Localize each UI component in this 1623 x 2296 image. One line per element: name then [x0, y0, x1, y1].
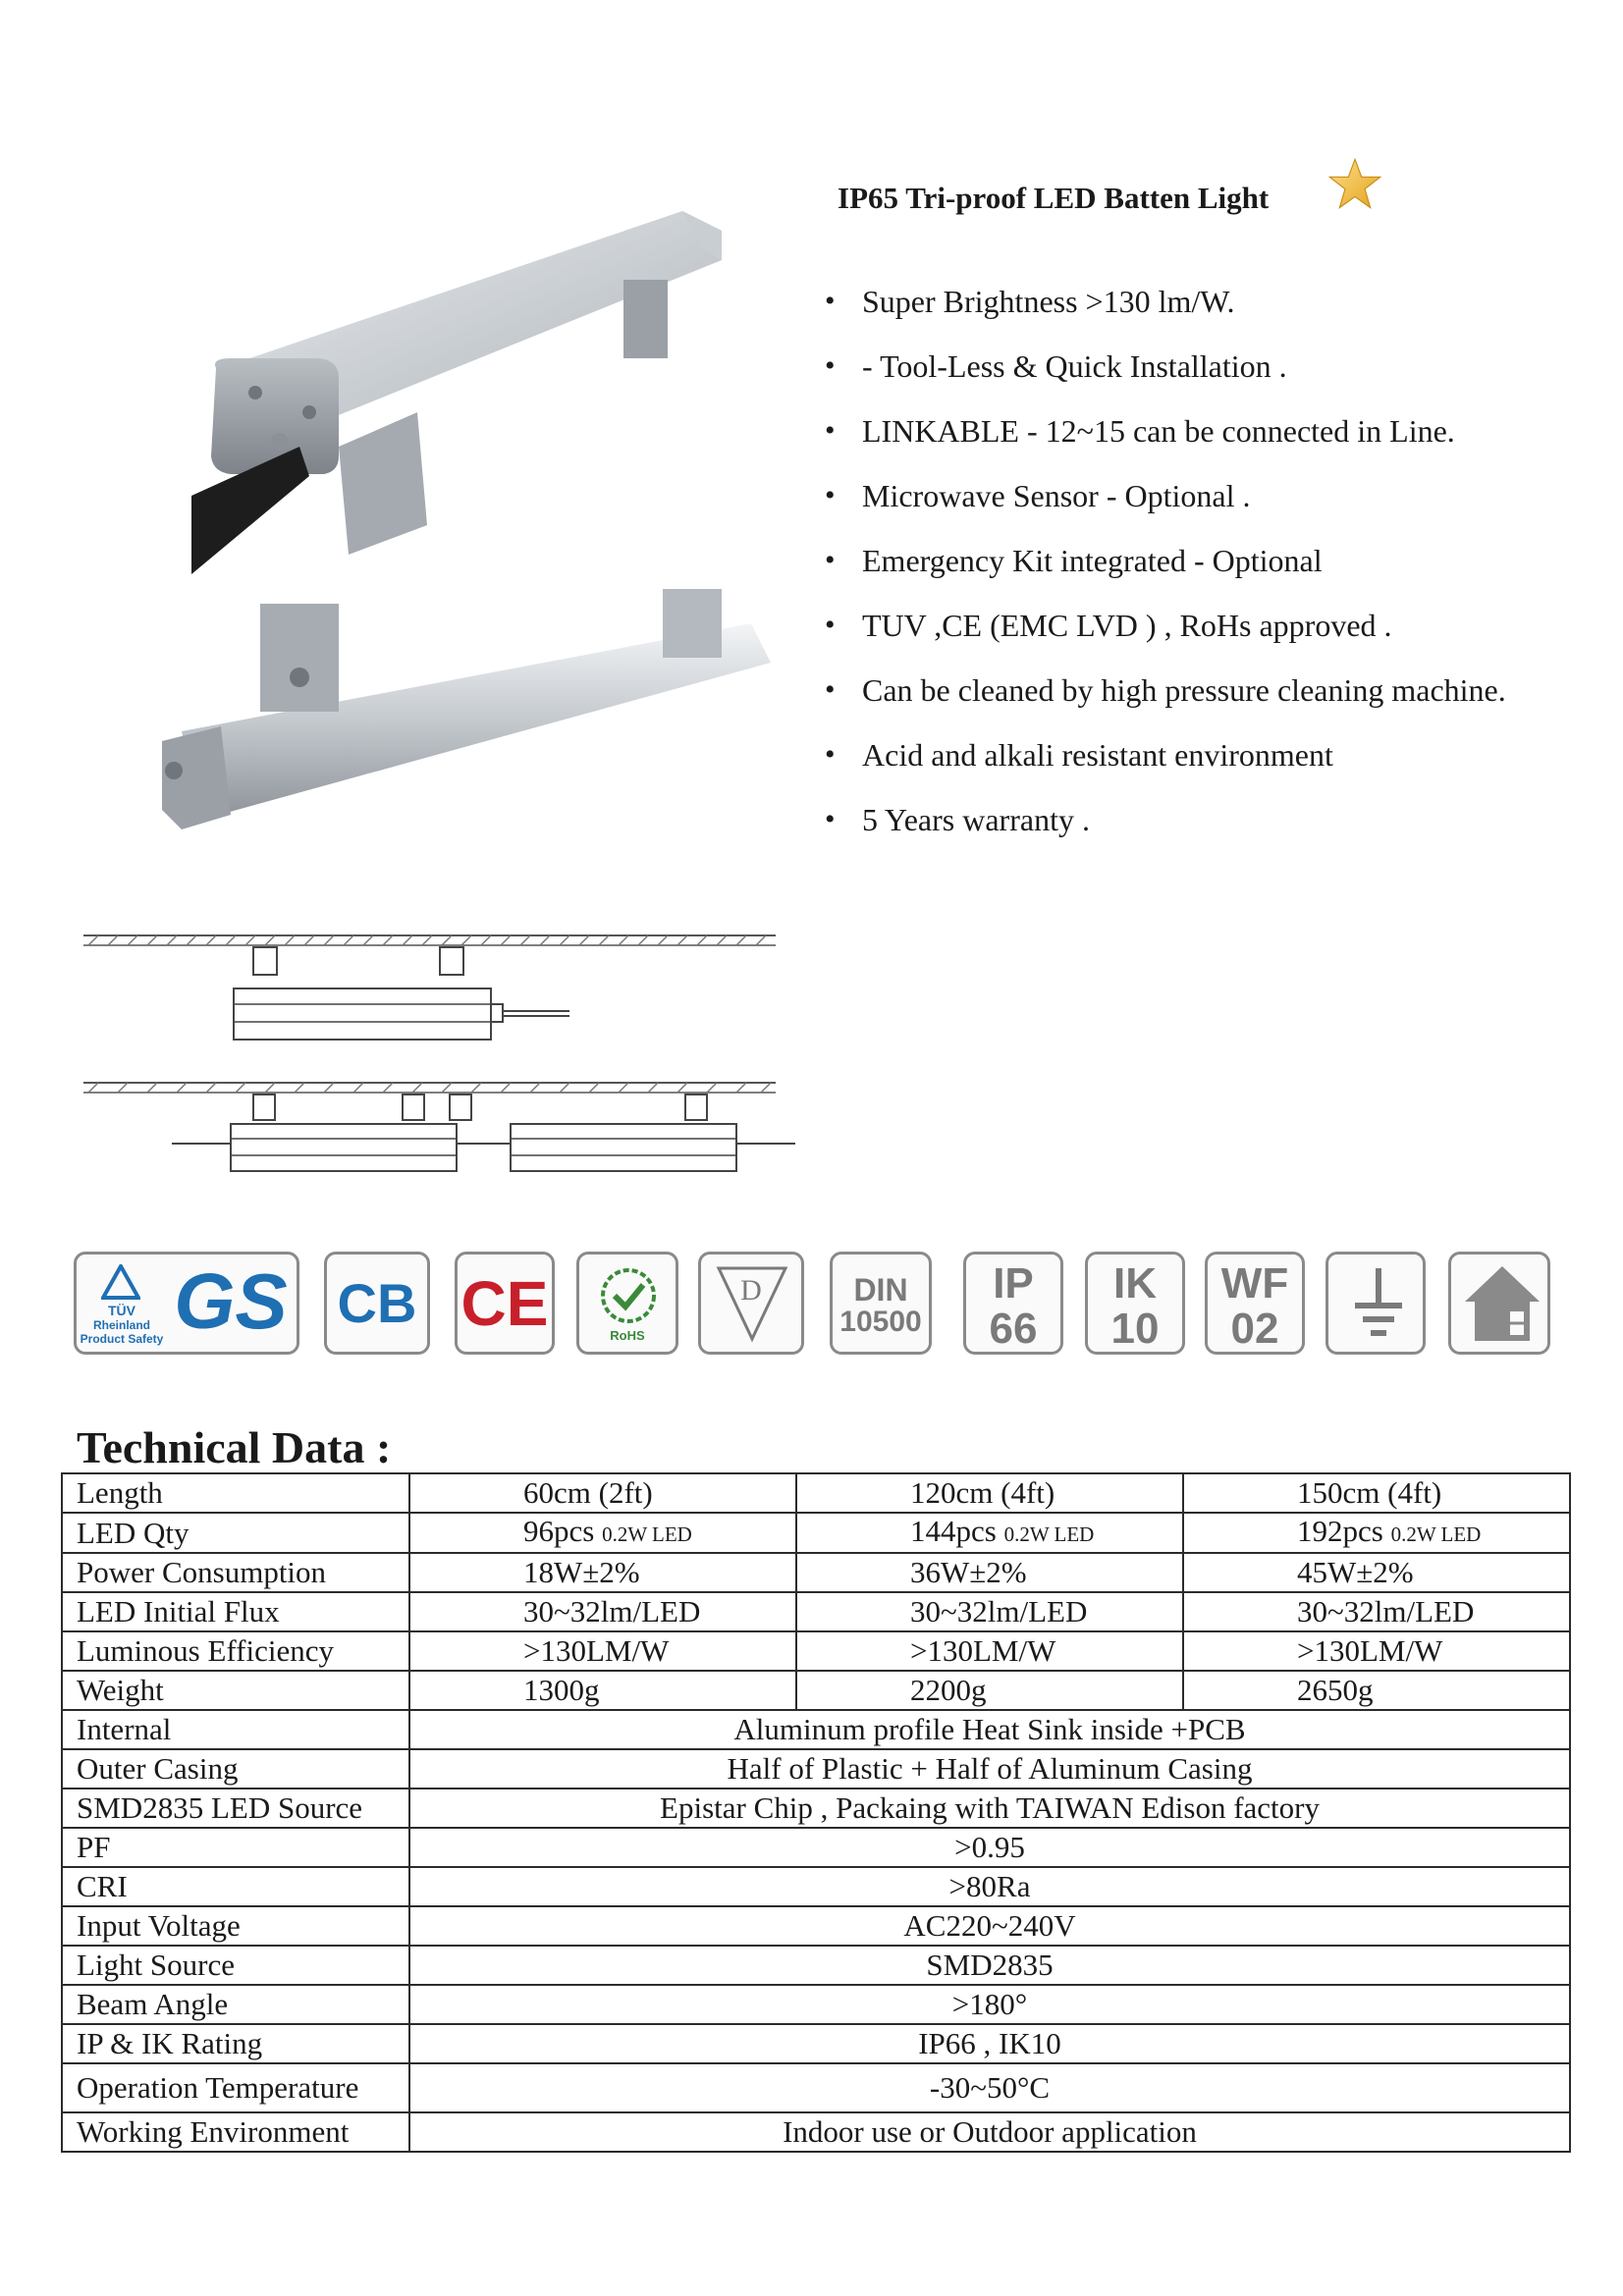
- installation-diagram-single: [79, 928, 785, 1055]
- spec-value-cell: [1183, 1513, 1570, 1553]
- ik-label: IK: [1113, 1259, 1157, 1308]
- product-photo-end-view: [191, 201, 731, 584]
- ip-rating-badge: [963, 1252, 1063, 1355]
- spec-value: 96pcs: [523, 1514, 595, 1548]
- table-row: [62, 1671, 1570, 1710]
- spec-value-cell: [796, 1513, 1183, 1553]
- table-row: [62, 1828, 1570, 1867]
- spec-value: 2650g: [1183, 1671, 1570, 1710]
- spec-value-cell: [409, 1513, 796, 1553]
- table-row: [62, 2024, 1570, 2063]
- d-mark-label: D: [740, 1274, 762, 1307]
- spec-value: 150cm (4ft): [1183, 1473, 1570, 1513]
- table-row: [62, 1592, 1570, 1631]
- feature-item: • Acid and alkali resistant environment: [823, 728, 1506, 793]
- spec-value: 36W±2%: [796, 1553, 1183, 1592]
- table-row: [62, 1789, 1570, 1828]
- wf-label: WF: [1220, 1259, 1289, 1308]
- ik-number: 10: [1110, 1305, 1160, 1353]
- technical-data-table: [61, 1472, 1571, 2153]
- technical-data-heading: Technical Data :: [77, 1422, 392, 1472]
- ip-label: IP: [993, 1259, 1034, 1308]
- spec-value: >0.95: [409, 1828, 1570, 1867]
- table-row: [62, 1631, 1570, 1671]
- spec-label: Working Environment: [62, 2112, 409, 2152]
- spec-unit: 0.2W LED: [1390, 1522, 1482, 1546]
- spec-value: >180°: [409, 1985, 1570, 2024]
- table-row: [62, 2112, 1570, 2152]
- wf-number: 02: [1230, 1305, 1279, 1353]
- product-photo-side-view: [162, 584, 781, 849]
- cb-label: CB: [337, 1272, 417, 1334]
- spec-value: IP66 , IK10: [409, 2024, 1570, 2063]
- star-icon: [1327, 157, 1382, 210]
- spec-value: >130LM/W: [796, 1631, 1183, 1671]
- spec-label: IP & IK Rating: [62, 2024, 409, 2063]
- spec-value: 18W±2%: [409, 1553, 796, 1592]
- feature-list: [823, 275, 1506, 858]
- feature-item: • 5 Years warranty .: [823, 793, 1506, 858]
- table-row: [62, 1906, 1570, 1946]
- table-row: [62, 1867, 1570, 1906]
- table-row: [62, 2063, 1570, 2112]
- spec-label: SMD2835 LED Source: [62, 1789, 409, 1828]
- spec-label: Light Source: [62, 1946, 409, 1985]
- spec-value: 45W±2%: [1183, 1553, 1570, 1592]
- spec-value: 1300g: [409, 1671, 796, 1710]
- feature-item: • - Tool-Less & Quick Installation .: [823, 340, 1506, 404]
- spec-label: LED Initial Flux: [62, 1592, 409, 1631]
- din-label: DIN: [853, 1272, 908, 1308]
- d-mark-badge: [698, 1252, 804, 1355]
- spec-value: Epistar Chip , Packaing with TAIWAN Edison factory: [409, 1789, 1570, 1828]
- spec-label: Weight: [62, 1671, 409, 1710]
- spec-value: >130LM/W: [409, 1631, 796, 1671]
- spec-value: 30~32lm/LED: [796, 1592, 1183, 1631]
- feature-item: • TUV ,CE (EMC LVD ) , RoHs approved .: [823, 599, 1506, 664]
- table-row: [62, 1553, 1570, 1592]
- feature-item: • LINKABLE - 12~15 can be connected in Line.: [823, 404, 1506, 469]
- spec-label: CRI: [62, 1867, 409, 1906]
- spec-value: AC220~240V: [409, 1906, 1570, 1946]
- spec-value: 144pcs: [910, 1514, 997, 1548]
- indoor-outdoor-badge: [1448, 1252, 1550, 1355]
- rohs-label: RoHS: [610, 1328, 645, 1343]
- spec-label: Outer Casing: [62, 1749, 409, 1789]
- feature-item: • Super Brightness >130 lm/W.: [823, 275, 1506, 340]
- tuv-label: TÜV: [108, 1303, 135, 1318]
- table-row: [62, 1946, 1570, 1985]
- table-row: [62, 1473, 1570, 1513]
- rohs-check-icon: [599, 1266, 658, 1325]
- spec-value: 120cm (4ft): [796, 1473, 1183, 1513]
- certification-badges: [74, 1252, 1556, 1360]
- tuv-gs-badge: [74, 1252, 299, 1355]
- gs-label: GS: [174, 1257, 288, 1345]
- spec-value: 30~32lm/LED: [409, 1592, 796, 1631]
- spec-value: >130LM/W: [1183, 1631, 1570, 1671]
- table-row: [62, 1985, 1570, 2024]
- spec-label: Luminous Efficiency: [62, 1631, 409, 1671]
- ground-icon: [1349, 1264, 1408, 1343]
- spec-value: SMD2835: [409, 1946, 1570, 1985]
- ip-number: 66: [989, 1305, 1038, 1353]
- spec-unit: 0.2W LED: [602, 1522, 692, 1546]
- cb-badge: [324, 1252, 430, 1355]
- feature-item: • Can be cleaned by high pressure cleaning machine.: [823, 664, 1506, 728]
- table-row: [62, 1749, 1570, 1789]
- tuv-triangle-icon: [101, 1264, 140, 1300]
- spec-value: Indoor use or Outdoor application: [409, 2112, 1570, 2152]
- rohs-badge: [576, 1252, 678, 1355]
- spec-value: 192pcs: [1297, 1514, 1383, 1548]
- spec-value: >80Ra: [409, 1867, 1570, 1906]
- installation-diagram-linked: [79, 1075, 805, 1188]
- table-row: [62, 1513, 1570, 1553]
- spec-label: PF: [62, 1828, 409, 1867]
- din-badge: [830, 1252, 932, 1355]
- wf-rating-badge: [1205, 1252, 1305, 1355]
- spec-unit: 0.2W LED: [1003, 1522, 1095, 1546]
- spec-value: Half of Plastic + Half of Aluminum Casing: [409, 1749, 1570, 1789]
- spec-label: Operation Temperature: [62, 2063, 409, 2112]
- tuv-label: Rheinland: [92, 1318, 150, 1332]
- spec-label: Input Voltage: [62, 1906, 409, 1946]
- ground-symbol-badge: [1325, 1252, 1426, 1355]
- tuv-label: Product Safety: [80, 1332, 164, 1346]
- spec-label: Power Consumption: [62, 1553, 409, 1592]
- spec-label: LED Qty: [62, 1513, 409, 1553]
- spec-value: 60cm (2ft): [409, 1473, 796, 1513]
- ik-rating-badge: [1085, 1252, 1185, 1355]
- spec-label: Beam Angle: [62, 1985, 409, 2024]
- din-number: 10500: [839, 1306, 922, 1338]
- spec-label: Internal: [62, 1710, 409, 1749]
- spec-value: -30~50°C: [409, 2063, 1570, 2112]
- spec-label: Length: [62, 1473, 409, 1513]
- spec-value: 2200g: [796, 1671, 1183, 1710]
- table-row: [62, 1710, 1570, 1749]
- house-icon: [1461, 1262, 1543, 1345]
- product-title: IP65 Tri-proof LED Batten Light: [838, 181, 1270, 215]
- spec-value: 30~32lm/LED: [1183, 1592, 1570, 1631]
- ce-label: CE: [460, 1268, 549, 1339]
- feature-item: • Microwave Sensor - Optional .: [823, 469, 1506, 534]
- ce-badge: [455, 1252, 555, 1355]
- spec-value: Aluminum profile Heat Sink inside +PCB: [409, 1710, 1570, 1749]
- feature-item: • Emergency Kit integrated - Optional: [823, 534, 1506, 599]
